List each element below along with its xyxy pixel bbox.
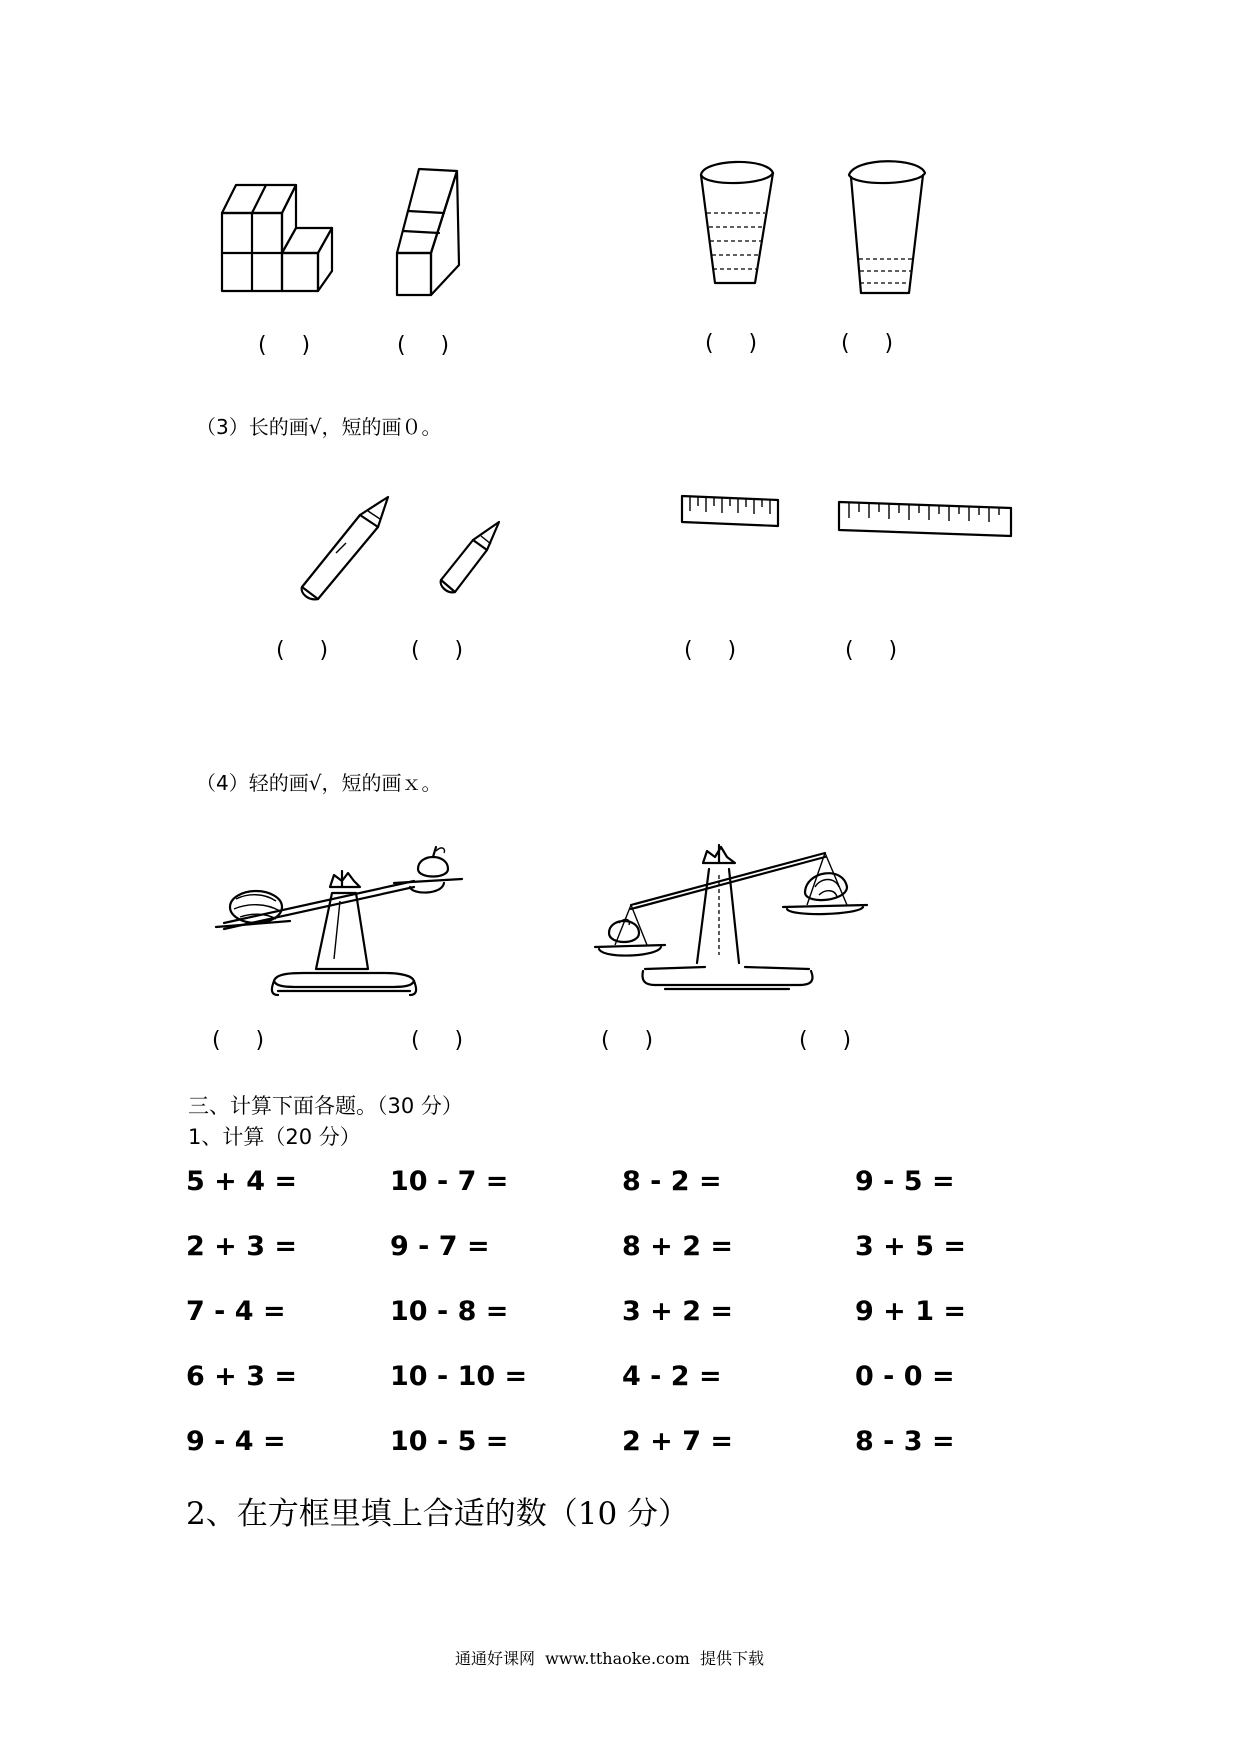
question-4-instruction: （4）轻的画√，短的画ｘ。: [196, 771, 442, 795]
pencil-icon: [437, 520, 502, 595]
equation: 9 - 4 =: [186, 1426, 286, 1457]
paren-box: ( ): [212, 1028, 265, 1053]
equation: 9 - 7 =: [390, 1231, 490, 1262]
section-3-heading: 三、计算下面各题。（30 分）: [188, 1094, 463, 1118]
section-3-subheading: 1、计算（20 分）: [188, 1125, 361, 1149]
equation: 8 - 2 =: [622, 1166, 722, 1197]
equation: 8 + 2 =: [622, 1231, 734, 1262]
paren-box: ( ): [799, 1028, 852, 1053]
fill-in-heading: 2、在方框里填上合适的数（10 分）: [186, 1496, 690, 1532]
ruler-icon: [680, 494, 782, 530]
equation: 9 - 5 =: [855, 1166, 955, 1197]
pencil-icon: [298, 495, 393, 600]
paren-box: ( ): [705, 331, 758, 356]
paren-box: ( ): [841, 331, 894, 356]
equation: 2 + 7 =: [622, 1426, 734, 1457]
cube-stack-icon: [220, 183, 340, 293]
equation: 2 + 3 =: [186, 1231, 298, 1262]
equation: 7 - 4 =: [186, 1296, 286, 1327]
paren-box: ( ): [258, 333, 311, 358]
equation: 10 - 5 =: [390, 1426, 509, 1457]
cup-icon: [697, 155, 777, 287]
paren-box: ( ): [397, 333, 450, 358]
paren-box: ( ): [684, 638, 737, 663]
equation: 6 + 3 =: [186, 1361, 298, 1392]
equation: 10 - 10 =: [390, 1361, 528, 1392]
paren-box: ( ): [411, 1028, 464, 1053]
ruler-icon: [837, 500, 1013, 540]
balance-scale-icon: [585, 835, 885, 1005]
equation: 10 - 8 =: [390, 1296, 509, 1327]
equation: 3 + 5 =: [855, 1231, 967, 1262]
footer-credit: 通通好课网 www.tthaoke.com 提供下载: [455, 1649, 764, 1668]
paren-box: ( ): [411, 638, 464, 663]
equation: 0 - 0 =: [855, 1361, 955, 1392]
equation: 8 - 3 =: [855, 1426, 955, 1457]
question-3-instruction: （3）长的画√，短的画０。: [196, 415, 442, 439]
equation: 10 - 7 =: [390, 1166, 509, 1197]
paren-box: ( ): [845, 638, 898, 663]
cube-column-icon: [395, 165, 470, 297]
paren-box: ( ): [601, 1028, 654, 1053]
balance-scale-icon: [214, 835, 476, 1005]
paren-box: ( ): [276, 638, 329, 663]
equation: 4 - 2 =: [622, 1361, 722, 1392]
equation: 3 + 2 =: [622, 1296, 734, 1327]
cup-icon: [847, 155, 927, 297]
equation: 5 + 4 =: [186, 1166, 298, 1197]
equation: 9 + 1 =: [855, 1296, 967, 1327]
